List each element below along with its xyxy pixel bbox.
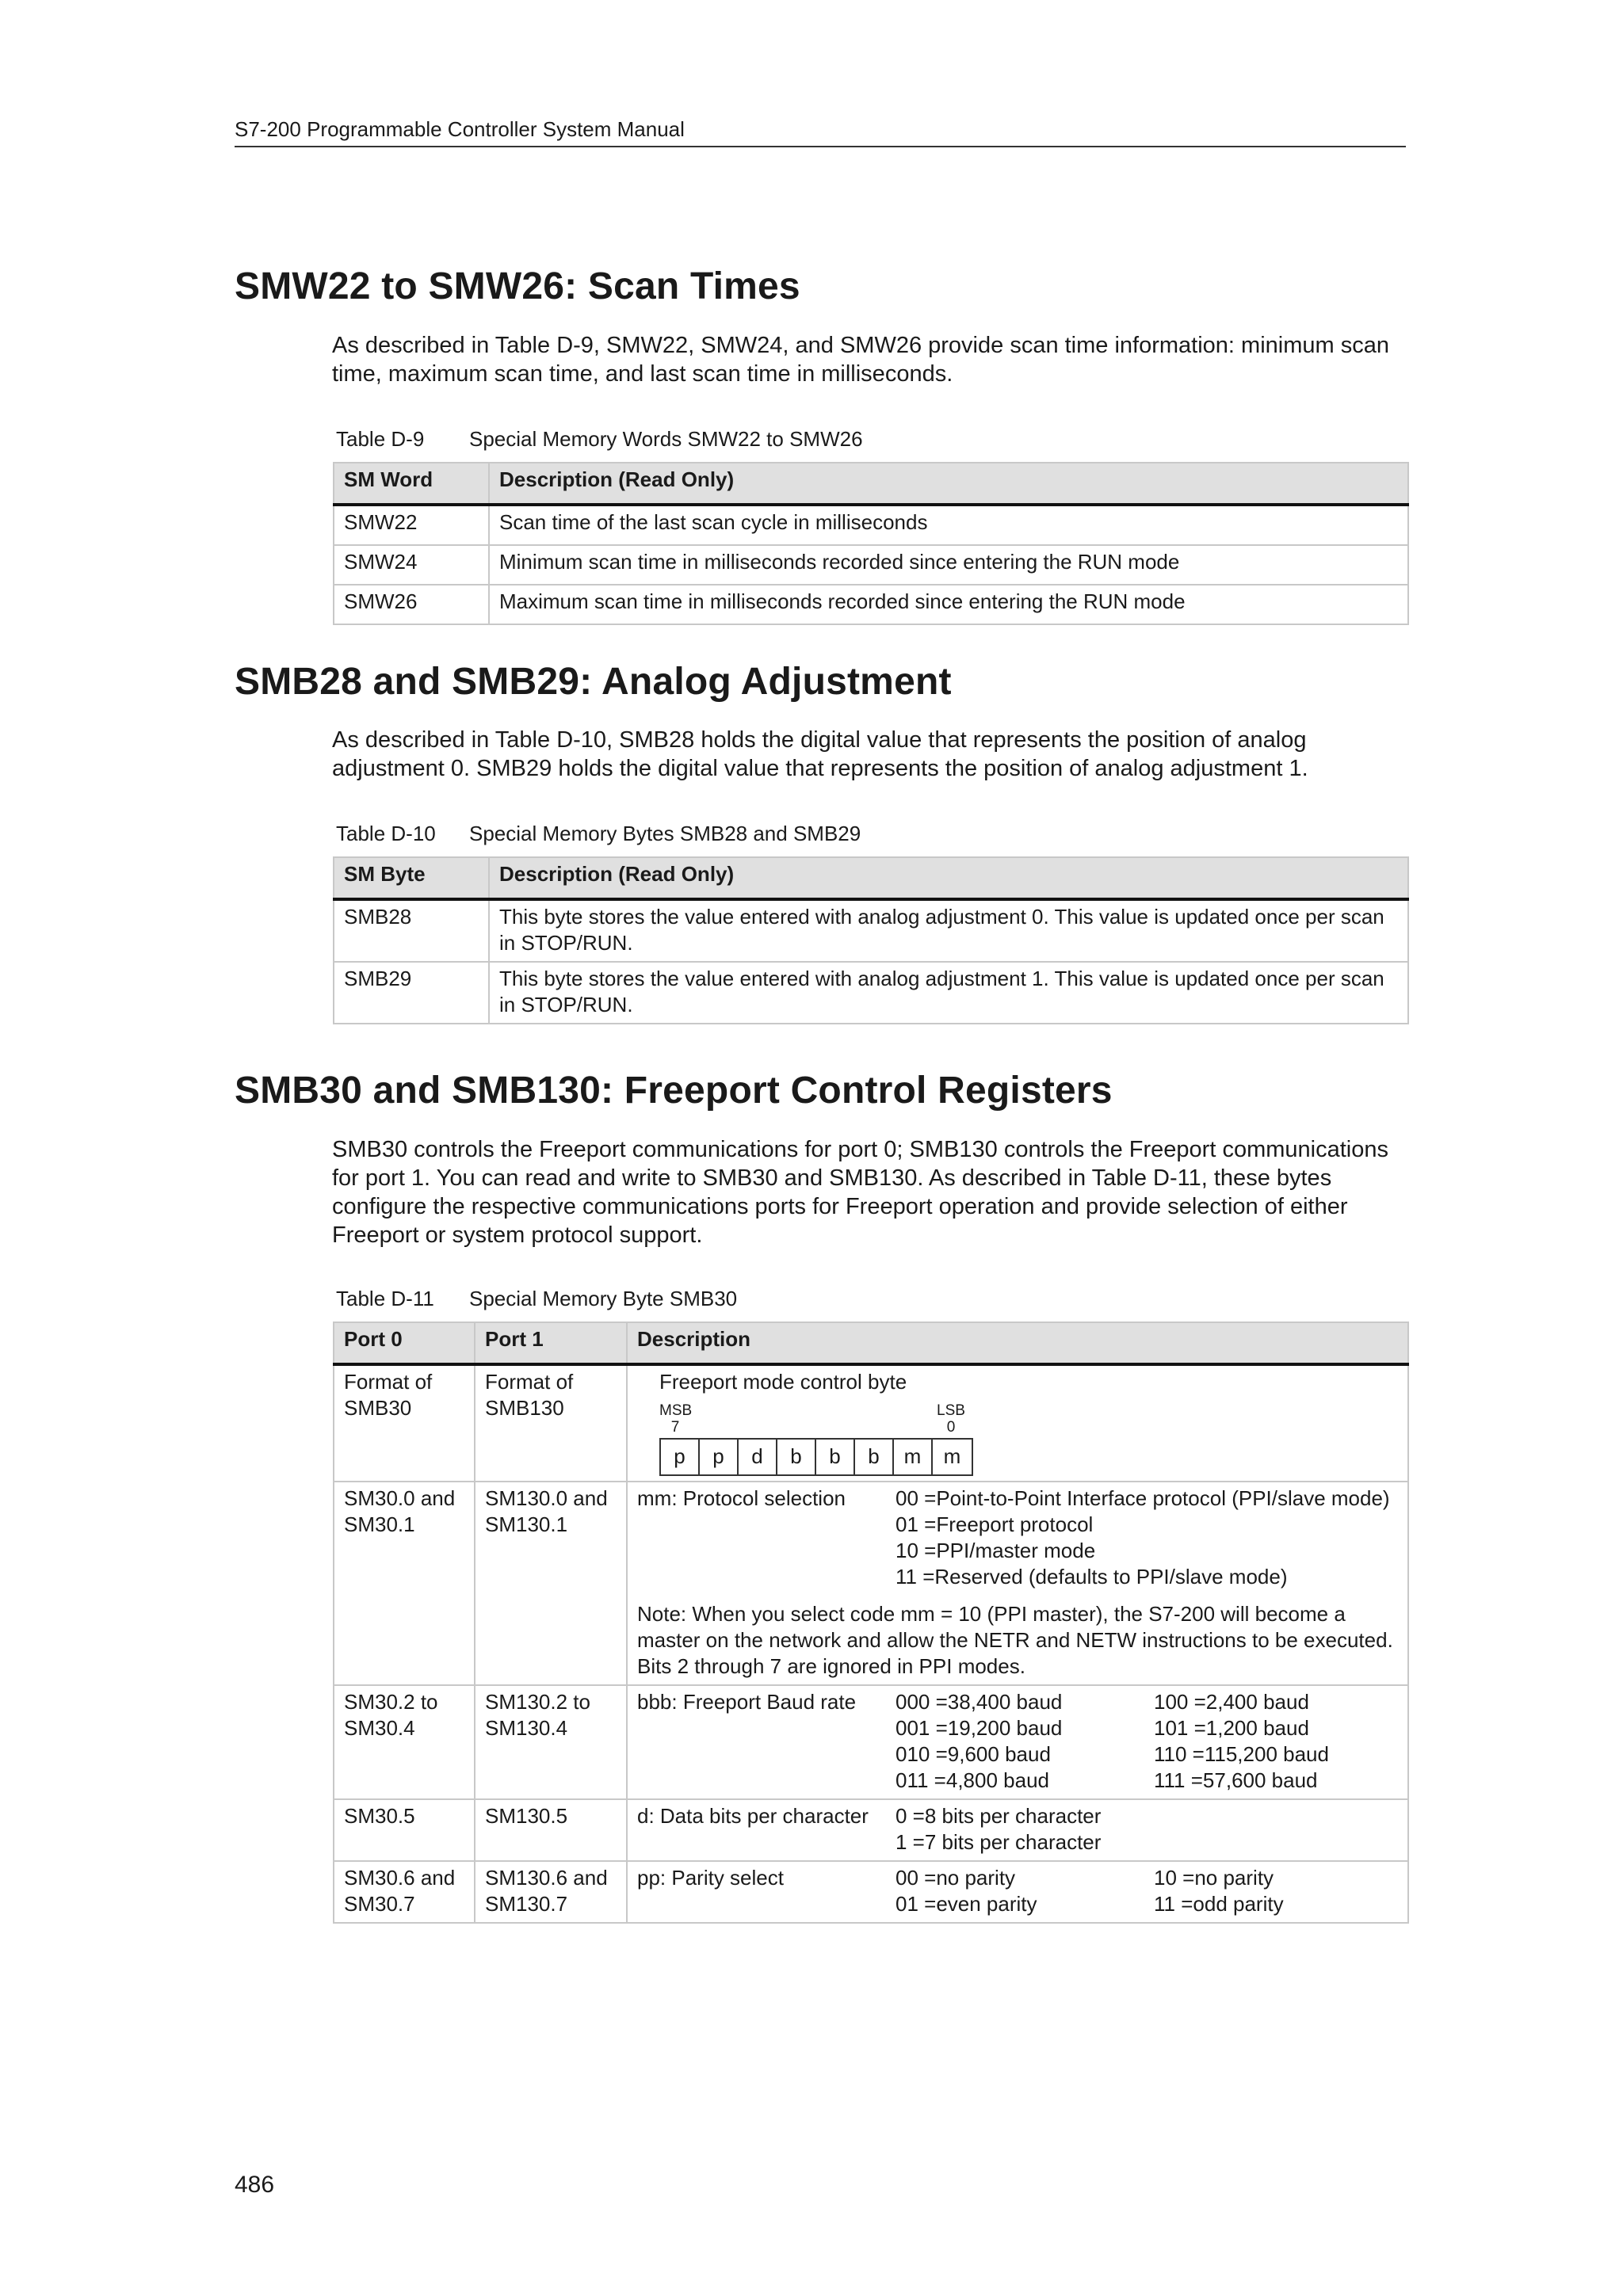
table-d11 (333, 1322, 1409, 1924)
value-line: 011 =4,800 baud (896, 1768, 1049, 1792)
section-title-scan-times: SMW22 to SMW26: Scan Times (235, 265, 800, 307)
bit-labels (659, 1403, 968, 1438)
field-values-col2 (1154, 1689, 1398, 1794)
table-header-cell: SM Byte (334, 857, 489, 899)
table-row (334, 962, 1408, 1024)
page-number: 486 (235, 2172, 275, 2198)
section-title-freeport-control: SMB30 and SMB130: Freeport Control Registers (235, 1070, 1113, 1112)
table-cell: This byte stores the value entered with analog adjustment 1. This value is updated once per scan in STOP/RUN. (489, 962, 1408, 1024)
table-cell (627, 1364, 1408, 1482)
table-cell: SMW26 (334, 585, 489, 624)
table-cell: SM30.2 to SM30.4 (334, 1685, 475, 1799)
section-paragraph-analog-adjustment: As described in Table D-10, SMB28 holds the digital value that represents the position of analog adjustment 0. SMB29 holds the digital value that represents the position of analog adjustment 1. (332, 727, 1308, 781)
field-label: pp: Parity select (637, 1866, 784, 1890)
table-d9 (333, 462, 1409, 625)
table-cell: SMB28 (334, 899, 489, 962)
table-caption-title: Special Memory Byte SMB30 (469, 1287, 738, 1310)
table-cell: Format of SMB130 (475, 1364, 627, 1482)
bit-cell: m (894, 1440, 933, 1474)
table-caption-title: Special Memory Words SMW22 to SMW26 (469, 427, 863, 451)
table-cell: SMB29 (334, 962, 489, 1024)
table-caption-d10 (336, 821, 861, 846)
value-line: 1 =7 bits per character (896, 1830, 1102, 1854)
field-values (896, 1486, 1398, 1590)
table-row (334, 505, 1408, 545)
value-line: 11 =Reserved (defaults to PPI/slave mode) (896, 1565, 1288, 1589)
bit-cell: p (700, 1440, 739, 1474)
table-header-row (334, 463, 1408, 505)
field-values (896, 1803, 1398, 1855)
table-caption-title: Special Memory Bytes SMB28 and SMB29 (469, 822, 861, 845)
field-label: d: Data bits per character (637, 1804, 869, 1828)
bit-cell: p (661, 1440, 700, 1474)
value-line: 10 =PPI/master mode (896, 1539, 1096, 1562)
table-cell: SM30.5 (334, 1799, 475, 1861)
table-cell: SM130.2 to SM130.4 (475, 1685, 627, 1799)
table-cell (627, 1685, 1408, 1799)
bit-cell: m (943, 1444, 961, 1468)
table-cell: SM130.0 and SM130.1 (475, 1482, 627, 1685)
field-values-col1 (896, 1865, 1154, 1917)
bit-field (659, 1438, 973, 1476)
table-header-cell: Description (Read Only) (489, 463, 1408, 505)
table-cell: SM130.5 (475, 1799, 627, 1861)
table-cell: Scan time of the last scan cycle in milliseconds (489, 505, 1408, 545)
table-row-mm (334, 1482, 1408, 1685)
table-cell: SM130.6 and SM130.7 (475, 1861, 627, 1923)
field-label: bbb: Freeport Baud rate (637, 1690, 857, 1714)
value-line: 01 =Freeport protocol (896, 1512, 1094, 1536)
value-line: 001 =19,200 baud (896, 1716, 1063, 1740)
value-line: 111 =57,600 baud (1154, 1768, 1318, 1792)
table-cell: Maximum scan time in milliseconds recorded since entering the RUN mode (489, 585, 1408, 624)
table-row-d (334, 1799, 1408, 1861)
table-row-pp (334, 1861, 1408, 1923)
table-cell: SMW24 (334, 545, 489, 585)
table-header-cell: Description (Read Only) (489, 857, 1408, 899)
table-cell: SM30.6 and SM30.7 (334, 1861, 475, 1923)
table-d10 (333, 856, 1409, 1024)
table-caption-number: Table D-9 (336, 427, 425, 451)
table-row-bbb (334, 1685, 1408, 1799)
table-cell: Minimum scan time in milliseconds recorded since entering the RUN mode (489, 545, 1408, 585)
lsb-number: 0 (946, 1419, 956, 1436)
value-line: 00 =no parity (896, 1866, 1016, 1890)
table-caption-d9 (336, 426, 863, 452)
value-line: 0 =8 bits per character (896, 1804, 1102, 1828)
msb-number: 7 (670, 1419, 680, 1436)
value-line: 100 =2,400 baud (1154, 1690, 1309, 1714)
value-line: 101 =1,200 baud (1154, 1716, 1309, 1740)
control-byte-diagram (637, 1369, 1398, 1476)
table-caption-d11 (336, 1286, 737, 1311)
value-line: 110 =115,200 baud (1154, 1742, 1329, 1766)
table-caption-number: Table D-11 (336, 1287, 434, 1310)
table-header-cell: Description (627, 1322, 1408, 1364)
section-title-analog-adjustment: SMB28 and SMB29: Analog Adjustment (235, 661, 952, 703)
value-line: 010 =9,600 baud (896, 1742, 1051, 1766)
bit-cell: b (777, 1440, 816, 1474)
section-paragraph-freeport-control: SMB30 controls the Freeport communications for port 0; SMB130 controls the Freeport communications for port 1. You can read and write to SMB30 and SMB130. As described in Table D-11, these bytes configure the respective communications ports for Freeport operation and provide selection of either Freeport or system protocol support. (332, 1137, 1388, 1248)
msb-label: MSB (659, 1402, 693, 1419)
field-values-col2 (1154, 1865, 1398, 1917)
bit-cell: b (816, 1440, 855, 1474)
table-header-cell: Port 1 (475, 1322, 627, 1364)
field-values-col1 (896, 1689, 1154, 1794)
table-row (334, 585, 1408, 624)
table-header-row (334, 1322, 1408, 1364)
table-cell: Format of SMB30 (334, 1364, 475, 1482)
value-line: 00 =Point-to-Point Interface protocol (PPI/slave mode) (896, 1486, 1390, 1510)
table-cell: This byte stores the value entered with analog adjustment 0. This value is updated once per scan in STOP/RUN. (489, 899, 1408, 962)
table-header-cell: Port 0 (334, 1322, 475, 1364)
table-cell (627, 1861, 1408, 1923)
table-cell: SM30.0 and SM30.1 (334, 1482, 475, 1685)
table-cell (627, 1482, 1408, 1685)
lsb-label: LSB (937, 1402, 965, 1419)
value-line: 11 =odd parity (1154, 1892, 1284, 1916)
value-line: 000 =38,400 baud (896, 1690, 1063, 1714)
table-caption-number: Table D-10 (336, 822, 436, 845)
table-row (334, 545, 1408, 585)
table-cell (627, 1799, 1408, 1861)
table-row-format (334, 1364, 1408, 1482)
table-header-row (334, 857, 1408, 899)
running-header: S7-200 Programmable Controller System Manual (235, 116, 1406, 147)
table-cell: SMW22 (334, 505, 489, 545)
value-line: 01 =even parity (896, 1892, 1037, 1916)
value-line: 10 =no parity (1154, 1866, 1274, 1890)
control-byte-title: Freeport mode control byte (659, 1370, 907, 1394)
bit-cell: b (855, 1440, 894, 1474)
field-label: mm: Protocol selection (637, 1486, 846, 1510)
note-text: Note: When you select code mm = 10 (PPI master), the S7-200 will become a master on the network and allow the NETR and NETW instructions to be executed. Bits 2 through 7 are ignored in PPI modes. (637, 1602, 1393, 1678)
section-paragraph-scan-times: As described in Table D-9, SMW22, SMW24, and SMW26 provide scan time information: minimum scan time, maximum scan time, and last scan time in milliseconds. (332, 333, 1389, 387)
table-row (334, 899, 1408, 962)
bit-cell: d (739, 1440, 777, 1474)
table-header-cell: SM Word (334, 463, 489, 505)
